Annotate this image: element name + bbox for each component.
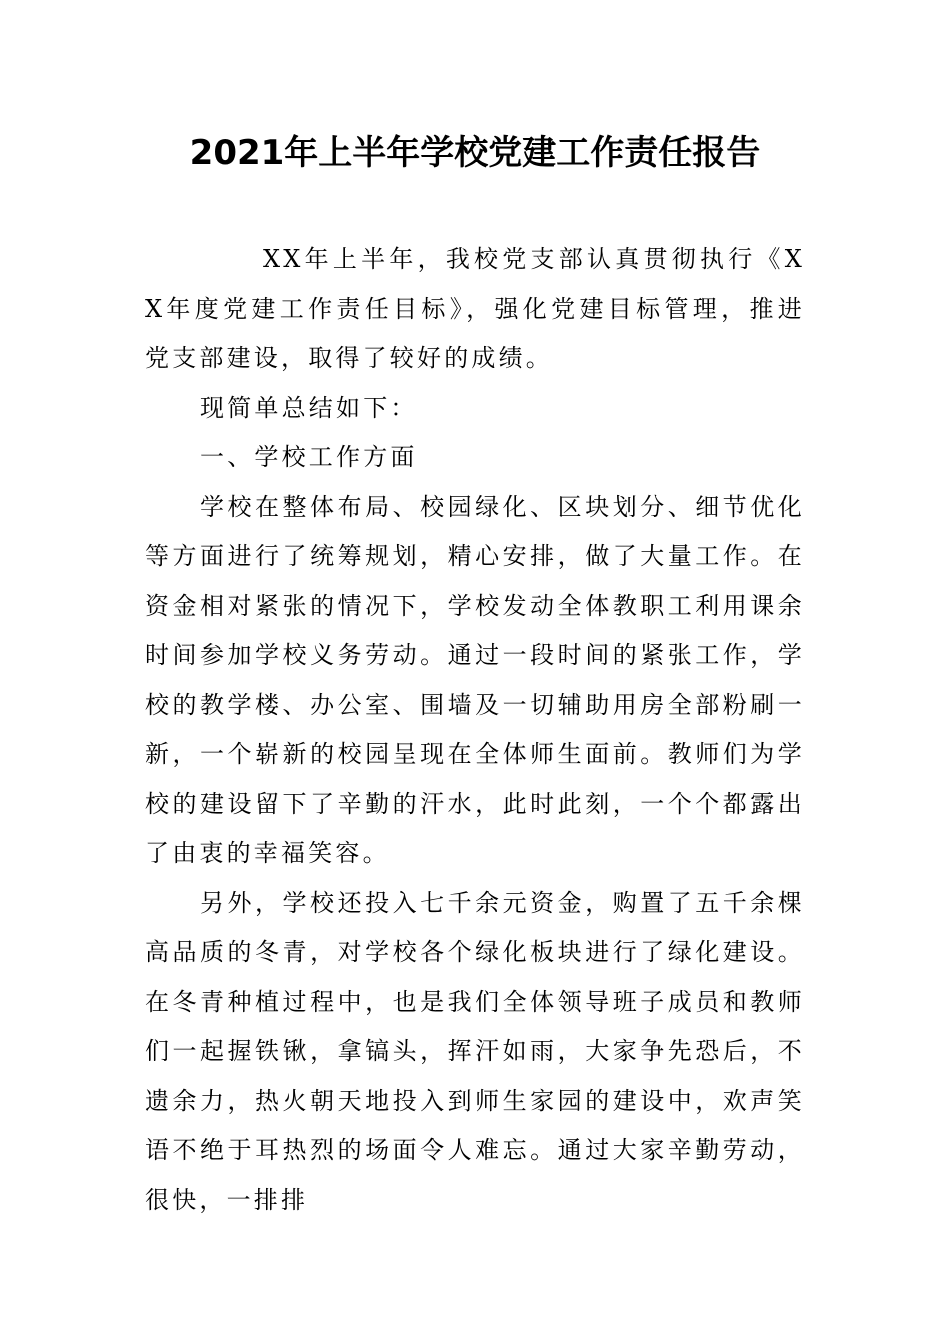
paragraph-summary-lead: 现简单总结如下： (200, 393, 418, 422)
paragraph-greening: 另外，学校还投入七千余元资金，购置了五千余棵高品质的冬青，对学校各个绿化板块进行了绿化建设。在冬青种植过程中，也是我们全体领导班子成员和教师们一起握铁锹，拿镐头，挥汗如雨，大家争先恐后，不遗余力，热火朝天地投入到师生家园的建设中，欢声笑语不绝于耳热烈的场面令人难忘。通过大家辛勤劳动，很快，一排排 (145, 888, 805, 1214)
document-body (145, 235, 805, 1225)
paragraph-intro: XX年上半年，我校党支部认真贯彻执行《XX年度党建工作责任目标》，强化党建目标管理，推进党支部建设，取得了较好的成绩。 (145, 245, 805, 372)
section-heading-school-work: 一、学校工作方面 (200, 443, 418, 471)
document-title: 2021年上半年学校党建工作责任报告 (189, 133, 761, 173)
paragraph-campus-renovation: 学校在整体布局、校园绿化、区块划分、细节优化等方面进行了统筹规划，精心安排，做了大量工作。在资金相对紧张的情况下，学校发动全体教职工利用课余时间参加学校义务劳动。通过一段时间的紧张工作，学校的教学楼、办公室、围墙及一切辅助用房全部粉刷一新，一个崭新的校园呈现在全体师生面前。教师们为学校的建设留下了辛勤的汗水，此时此刻，一个个都露出了由衷的幸福笑容。 (145, 492, 805, 867)
